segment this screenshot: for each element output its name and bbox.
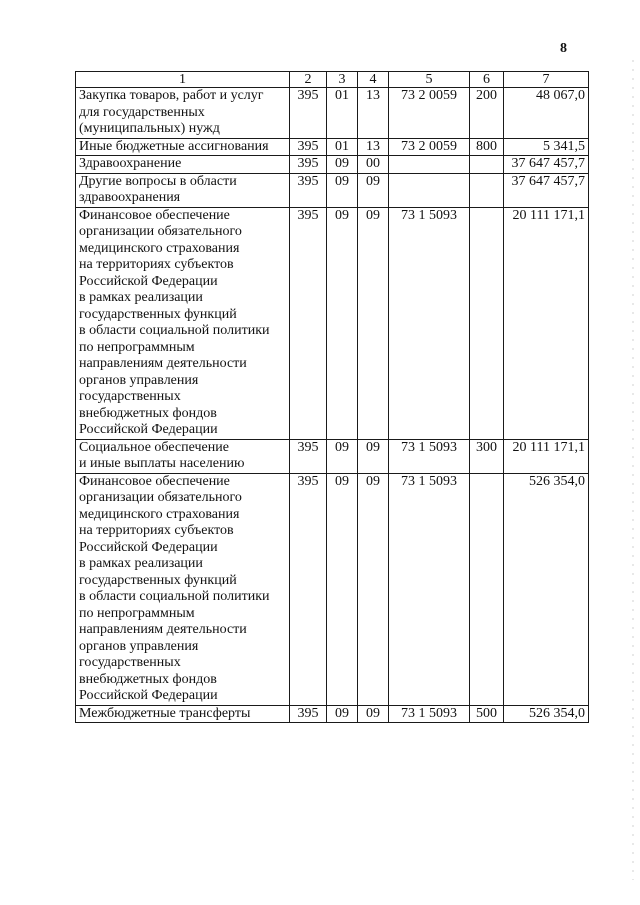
item-name-line: государственных <box>79 389 181 404</box>
item-name-line: медицинского страхования <box>79 506 240 522</box>
item-name-cell <box>76 88 290 139</box>
code-cell: 395 <box>290 156 327 174</box>
item-name-line: в области социальной политики <box>79 589 270 604</box>
item-name-line: Финансовое обеспечение <box>79 207 230 223</box>
column-header: 5 <box>389 72 470 88</box>
item-name-line: здравоохранения <box>79 190 181 205</box>
column-header: 7 <box>504 72 589 88</box>
table-header-row <box>76 72 589 88</box>
item-name-line: Финансовое обеспечение <box>79 473 230 489</box>
expense-type-cell <box>470 156 504 174</box>
item-name-line: внебюджетных фондов <box>79 671 217 687</box>
item-name-line: внебюджетных фондов <box>79 405 217 421</box>
item-name-line: медицинского страхования <box>79 240 240 256</box>
item-name-cell <box>76 439 290 473</box>
table-row <box>76 156 589 174</box>
column-header: 4 <box>358 72 389 88</box>
item-name-line: Социальное обеспечение <box>79 439 229 455</box>
target-article-cell: 73 2 0059 <box>389 88 470 139</box>
item-name-line: органов управления <box>79 372 199 388</box>
item-name-line: государственных функций <box>79 572 237 588</box>
item-name-line: Другие вопросы в области <box>79 173 237 189</box>
subsection-cell: 13 <box>358 88 389 139</box>
item-name-line: по непрограммным <box>79 605 195 621</box>
item-name-line: Иные бюджетные ассигнования <box>79 138 269 154</box>
target-article-cell: 73 2 0059 <box>389 138 470 156</box>
expense-type-cell <box>470 473 504 705</box>
amount-cell: 5 341,5 <box>504 138 589 156</box>
item-name-cell <box>76 173 290 207</box>
expense-type-cell <box>470 207 504 439</box>
item-name-line: направлениям деятельности <box>79 356 247 371</box>
section-cell: 09 <box>327 439 358 473</box>
item-name-line: Российской Федерации <box>79 273 218 289</box>
page-number: 8 <box>560 41 567 56</box>
code-cell: 395 <box>290 473 327 705</box>
code-cell: 395 <box>290 88 327 139</box>
item-name-line: на территориях субъектов <box>79 523 234 538</box>
amount-cell: 37 647 457,7 <box>504 156 589 174</box>
code-cell: 395 <box>290 207 327 439</box>
amount-cell: 526 354,0 <box>504 473 589 705</box>
subsection-cell: 09 <box>358 705 389 723</box>
item-name-line: для государственных <box>79 104 205 120</box>
amount-cell: 37 647 457,7 <box>504 173 589 207</box>
table-row <box>76 88 589 139</box>
expense-type-cell: 200 <box>470 88 504 139</box>
item-name-line: в рамках реализации <box>79 290 203 305</box>
subsection-cell: 09 <box>358 473 389 705</box>
table-row <box>76 473 589 705</box>
subsection-cell: 13 <box>358 138 389 156</box>
expense-type-cell: 800 <box>470 138 504 156</box>
section-cell: 01 <box>327 88 358 139</box>
table-row <box>76 439 589 473</box>
item-name-cell <box>76 207 290 439</box>
subsection-cell: 09 <box>358 439 389 473</box>
item-name-line: (муниципальных) нужд <box>79 121 220 136</box>
column-header: 1 <box>76 72 290 88</box>
section-cell: 09 <box>327 473 358 705</box>
section-cell: 09 <box>327 173 358 207</box>
amount-cell: 20 111 171,1 <box>504 439 589 473</box>
target-article-cell: 73 1 5093 <box>389 439 470 473</box>
item-name-line: направлениям деятельности <box>79 622 247 637</box>
column-header: 2 <box>290 72 327 88</box>
column-header: 6 <box>470 72 504 88</box>
budget-table <box>75 71 589 723</box>
item-name-line: в области социальной политики <box>79 323 270 338</box>
code-cell: 395 <box>290 705 327 723</box>
item-name-line: Российской Федерации <box>79 688 218 703</box>
table-row <box>76 173 589 207</box>
section-cell: 09 <box>327 207 358 439</box>
table-row <box>76 705 589 723</box>
item-name-line: Российской Федерации <box>79 539 218 555</box>
code-cell: 395 <box>290 138 327 156</box>
code-cell: 395 <box>290 173 327 207</box>
item-name-line: Закупка товаров, работ и услуг <box>79 88 264 103</box>
section-cell: 09 <box>327 705 358 723</box>
target-article-cell <box>389 173 470 207</box>
item-name-line: и иные выплаты населению <box>79 456 245 471</box>
amount-cell: 48 067,0 <box>504 88 589 139</box>
amount-cell: 20 111 171,1 <box>504 207 589 439</box>
expense-type-cell: 300 <box>470 439 504 473</box>
subsection-cell: 09 <box>358 173 389 207</box>
subsection-cell: 00 <box>358 156 389 174</box>
item-name-line: Межбюджетные трансферты <box>79 705 251 721</box>
item-name-line: организации обязательного <box>79 490 242 505</box>
item-name-line: организации обязательного <box>79 224 242 239</box>
item-name-line: на территориях субъектов <box>79 257 234 272</box>
item-name-cell <box>76 705 290 723</box>
item-name-line: в рамках реализации <box>79 556 203 571</box>
item-name-line: органов управления <box>79 638 199 654</box>
expense-type-cell <box>470 173 504 207</box>
target-article-cell <box>389 156 470 174</box>
target-article-cell: 73 1 5093 <box>389 473 470 705</box>
scan-edge-marks <box>632 60 634 880</box>
amount-cell: 526 354,0 <box>504 705 589 723</box>
item-name-line: Российской Федерации <box>79 422 218 437</box>
item-name-line: государственных <box>79 655 181 670</box>
item-name-line: Здравоохранение <box>79 156 182 171</box>
item-name-cell <box>76 138 290 156</box>
target-article-cell: 73 1 5093 <box>389 207 470 439</box>
table-row <box>76 138 589 156</box>
section-cell: 01 <box>327 138 358 156</box>
table-row <box>76 207 589 439</box>
section-cell: 09 <box>327 156 358 174</box>
item-name-line: государственных функций <box>79 306 237 322</box>
column-header: 3 <box>327 72 358 88</box>
code-cell: 395 <box>290 439 327 473</box>
subsection-cell: 09 <box>358 207 389 439</box>
expense-type-cell: 500 <box>470 705 504 723</box>
item-name-cell <box>76 473 290 705</box>
target-article-cell: 73 1 5093 <box>389 705 470 723</box>
item-name-line: по непрограммным <box>79 339 195 355</box>
item-name-cell <box>76 156 290 174</box>
